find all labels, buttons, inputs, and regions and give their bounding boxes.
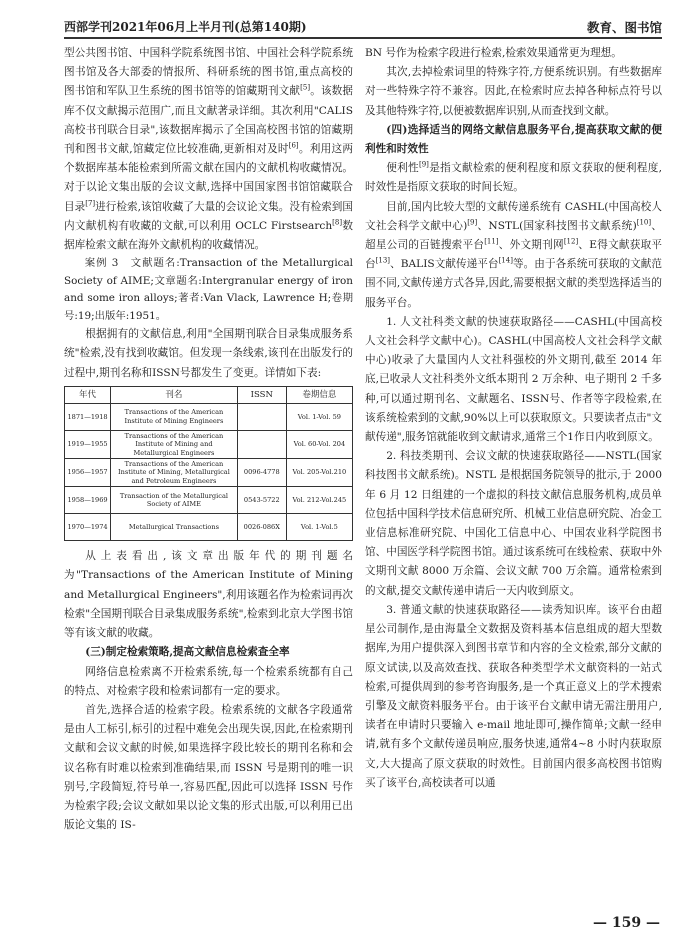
page-number: — 159 — [593, 915, 660, 931]
header-rule [64, 37, 662, 39]
table-cell: Transactions of the American Institute of Mining, Metallurgical and Petroleum Engineers [111, 459, 238, 487]
right-column [365, 44, 662, 793]
table-cell: 0096-4778 [237, 459, 286, 487]
column-header: 卷期信息 [286, 386, 352, 403]
table-cell: 0543-5722 [237, 487, 286, 514]
table-cell: Transactions of the American Institute of Mining and Metallurgical Engineers [111, 430, 238, 458]
table-row [65, 514, 353, 541]
section-label: 教育、图书馆 [586, 20, 662, 35]
column-header: 刊名 [111, 386, 238, 403]
table-cell: 1919—1955 [65, 430, 111, 458]
column-header: 年代 [65, 386, 111, 403]
section-heading: (四)选择适当的网络文献信息服务平台,提高获取文献的便利性和时效性 [365, 123, 662, 156]
table-cell [237, 430, 286, 458]
table-cell [237, 403, 286, 430]
journal-issue-title: 西部学刊2021年06月上半月刊(总第140期) [64, 20, 307, 34]
table-row [65, 430, 353, 458]
table-row [65, 403, 353, 430]
journal-history-table [64, 386, 353, 541]
table-cell: Metallurgical Transactions [111, 514, 238, 541]
paragraph: 1. 人文社科类文献的快速获取路径——CASHL(中国高校人文社会科学文献中心)。CASHL(中国高校人文社会科学文献中心)收录了大量国内人文社科强校的外文期刊,截至 2014 年底,已收录人文社科类外文纸本期刊 2 万余种、电子期刊 2 千多种,可以通过期刊名、文献题名、ISSN号、作者等字段检索,在该系统检索到的文献,90%以上可以获取原文。只要读者点击"文献传递",服务馆就能收到文献请求,通常三个1作日内收到原文。 [365, 315, 662, 444]
paragraph: 3. 普通文献的快速获取路径——读秀知识库。该平台由超星公司制作,是由海量全文数据及资料基本信息组成的超大型数据库,为用户提供深入到图书章节和内容的全文检索,部分文献的原文试读,以及高效查找、获取各种类型学术文献资料的一站式检索,可提供周到的参考咨询服务,是一个真正意义上的学术搜索引擎及文献资料服务平台。由于该平台文献申请无需注册用户,读者在申请时只要输入 e-mail 地址即可,操作简单;文献一经申请,就有多个文献传递员响应,服务快速,通常4~8 小时内获取原文,大大提高了原文获取的时效性。目前国内很多高校图书馆购买了该平台,高校读者可以通 [365, 603, 662, 789]
table-cell: Vol. 205-Vol.210 [286, 459, 352, 487]
table-row [65, 459, 353, 487]
section-heading: (三)制定检索策略,提高文献信息检索查全率 [85, 646, 290, 659]
table-cell: Vol. 60-Vol. 204 [286, 430, 352, 458]
table-cell: 1871—1918 [65, 403, 111, 430]
table-cell: 1956—1957 [65, 459, 111, 487]
table-cell: Transaction of the Metallurgical Society of AIME [111, 487, 238, 514]
table-cell: Transactions of the American Institute of Mining Engineers [111, 403, 238, 430]
paragraph: 从上表看出,该文章出版年代的期刊题名为"Transactions of the American Institute of Mining and Metallurgical Engineers",利用该题名作为检索词再次检索"全国期刊联合目录集成服务系统",检索到北京大学图书馆等有该文献的收藏。 [64, 550, 353, 640]
paragraph: 型公共图书馆、中国科学院系统图书馆、中国社会科学院系统图书馆及各大部委的情报所、科研系统的图书馆,重点高校的图书馆和军队卫生系统的图书馆等的馆藏期刊文献[5]。该数据库不仅文献揭示范围广,而且文献著录详细。其次利用"CALIS 高校书刊联合目录",该数据库揭示了全国高校图书馆的馆藏期刊和图书文献,馆藏定位比较准确,更新相对及时[6]。利用这两个数据库基本能检索到所需文献在国内的文献机构收藏情况。对于以论文集出版的会议文献,选择中国国家图书馆馆藏联合目录[7]进行检索,该馆收藏了大量的会议论文集。没有检索到国内文献机构有收藏的文献,可以利用 OCLC Firstsearch[8]数据库检索文献在海外文献机构的收藏情况。 [64, 47, 354, 252]
table-cell: Vol. 1-Vol.5 [286, 514, 352, 541]
table-cell: Vol. 1-Vol. 59 [286, 403, 352, 430]
paragraph: 2. 科技类期刊、会议文献的快速获取路径——NSTL(国家科技图书文献系统)。NSTL 是根据国务院领导的批示,于 2000 年 6 月 12 日组建的一个虚拟的科技文献信息服务机构,成员单位包括中国科学技术信息研究所、机械工业信息研究院、冶金工业信息标准研究院、中国化工信息中心、中国农业科学院图书馆、中国医学科学院图书馆。通过该系统可在线检索、获取中外文期刊文献 8000 万余篇、会议文献 700 万余篇。通常检索到的文献,提交文献传递申请后一天内收到原文。 [365, 450, 662, 597]
paragraph: 其次,去掉检索词里的特殊字符,方便系统识别。有些数据库对一些特殊字符不兼容。因此,在检索时应去掉各种标点符号以及其他特殊字符,以便被数据库识别,从而查找到文献。 [365, 66, 662, 117]
paragraph: 网络信息检索离不开检索系统,每一个检索系统都有自己的特点、对检索字段和检索词都有一定的要求。 [64, 665, 353, 697]
paragraph: 根据拥有的文献信息,利用"全国期刊联合目录集成服务系统"检索,没有找到收藏馆。但发现一条线索,该刊在出版发行的过程中,期刊名称和ISSN号都发生了变更。详情如下表: [64, 328, 353, 379]
table-cell: 0026-086X [237, 514, 286, 541]
left-column [64, 44, 353, 835]
table-cell: 1958—1969 [65, 487, 111, 514]
table-cell: 1970—1974 [65, 514, 111, 541]
paragraph: 便利性[9]是指文献检索的便利程度和原文获取的便利程度,时效性是指原文获取的时间长短。 [365, 160, 662, 194]
paragraph: BN 号作为检索字段进行检索,检索效果通常更为理想。 [365, 47, 622, 59]
paragraph: 目前,国内比较大型的文献传递系统有 CASHL(中国高校人文社会科学文献中心)[9]、NSTL(国家科技图书文献系统)[10]、超星公司的百链搜索平台[11]、外文期刊网[12]、E得文献获取平台[13]、BALIS文献传递平台[14]等。由于各系统可获取的文献范围不同,文献传递方式各异,因此,需要根据文献的类型选择适当的服务平台。 [365, 200, 663, 309]
table-header-row [65, 386, 353, 403]
page-header [64, 16, 662, 36]
case-example: 案例 3 文献题名:Transaction of the Metallurgical Society of AIME;文章题名:Intergranular energy of iron and some iron alloys;著者:Van Vlack, Lawrence H;卷期号:19;出版年:1951。 [64, 257, 353, 322]
table-row [65, 487, 353, 514]
column-header: ISSN [237, 386, 286, 403]
paragraph: 首先,选择合适的检索字段。检索系统的文献各字段通常是由人工标引,标引的过程中难免会出现失误,因此,在检索期刊文献和会议文献的时候,如果选择字段比较长的期刊名称和会议名称有时难以检索到准确结果,而 ISSN 号是期刊的唯一识别号,字段简短,符号单一,容易匹配,因此可以选择 ISSN 号作为检索字段;会议文献如果以论文集的形式出版,可以利用已出版论文集的 IS- [64, 703, 353, 832]
table-cell: Vol. 212-Vol.245 [286, 487, 352, 514]
